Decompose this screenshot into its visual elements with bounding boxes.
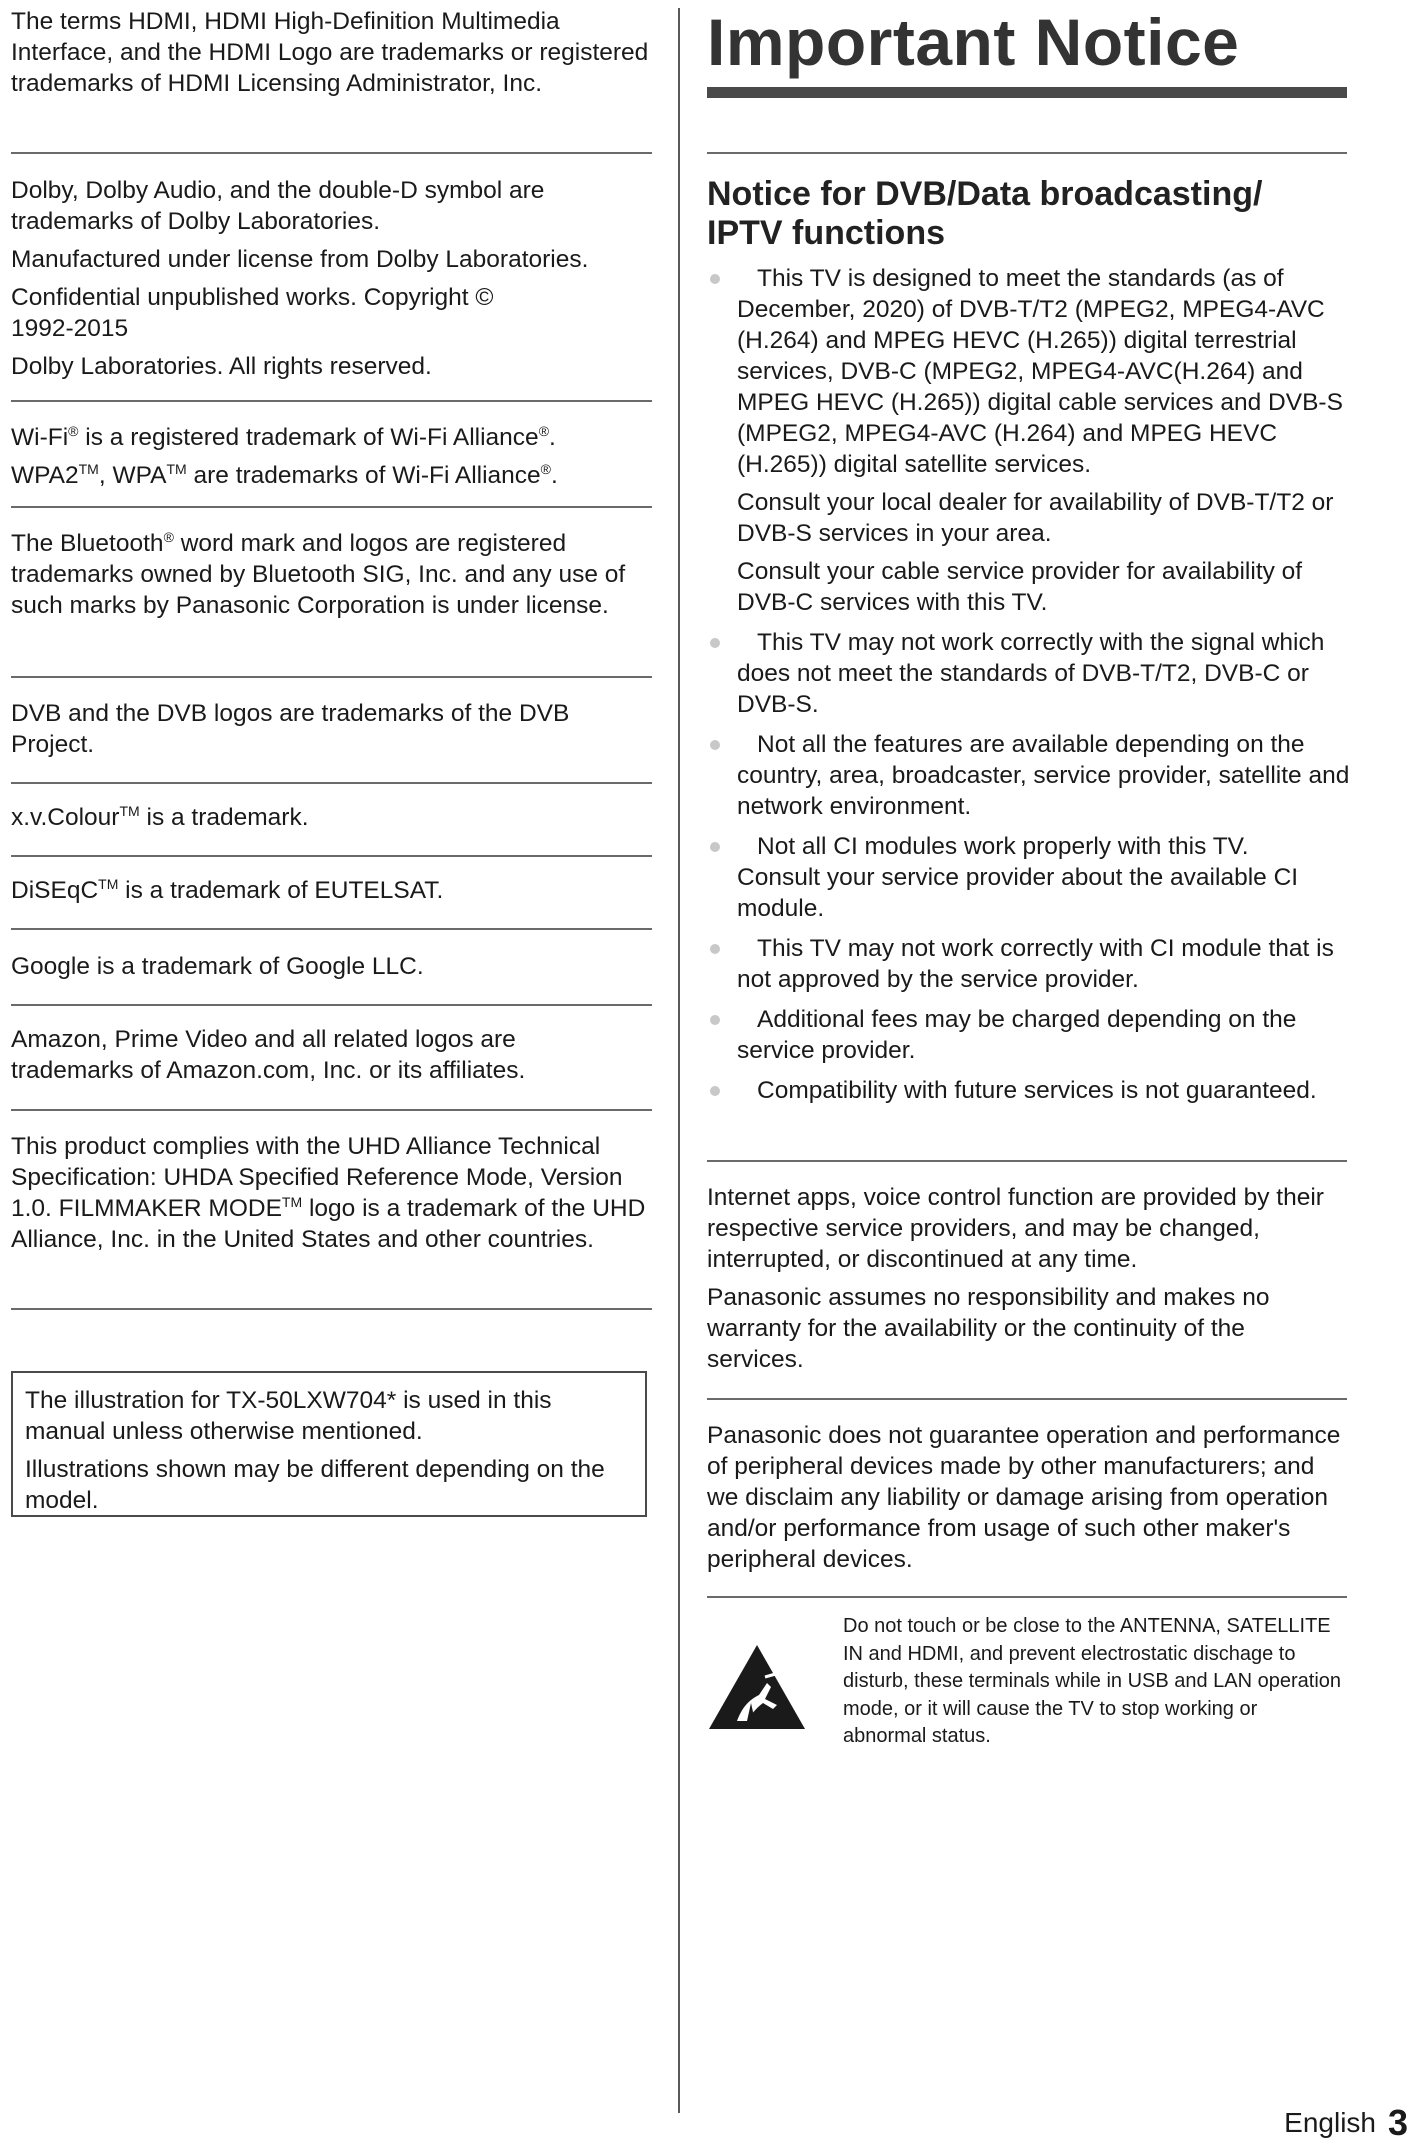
dvb-text: DVB and the DVB logos are trademarks of the DVB Project. [11,700,570,758]
dolby-text: Confidential unpublished works. Copyright © 1992-2015 [11,284,494,342]
dvb-notice [11,698,652,760]
esd-warning-text: Do not touch or be close to the ANTENNA, SATELLITE IN and HDMI, and prevent electrostatic dischage to disturb, these terminals while in USB and LAN operation mode, or it will cause the TV to stop working or abnormal status. [843,1615,1342,1747]
divider [11,1308,652,1310]
hdmi-notice [11,6,652,99]
peripheral-text: Panasonic does not guarantee operation and performance of peripheral devices made by other manufacturers; and we disclaim any liability or damage arising from operation and/or performance from usage of such other maker's peripheral devices. [707,1422,1341,1573]
divider [11,855,652,857]
peripheral-notice [707,1420,1347,1582]
uhd-notice [11,1131,652,1255]
wifi-notice [11,422,652,491]
xvcolour-text: x.v.Colour™ is a trademark. [11,802,309,831]
divider [707,1160,1347,1162]
diseqc-notice [11,875,652,906]
internet-text: Panasonic assumes no responsibility and makes no warranty for the availability or the continuity of the services. [707,1284,1270,1373]
list-item: Not all CI modules work properly with this TV. Consult your service provider about the available CI module. [707,831,1357,924]
internet-text: Internet apps, voice control function are provided by their respective service providers, and may be changed, interrupted, or discontinued at any time. [707,1184,1324,1273]
hdmi-text: The terms HDMI, HDMI High-Definition Multimedia Interface, and the HDMI Logo are trademarks or registered trademarks of HDMI Licensing Administrator, Inc. [11,8,649,97]
esd-warning [707,1613,1347,1753]
divider [707,152,1347,154]
list-item: This TV is designed to meet the standards (as of December, 2020) of DVB-T/T2 (MPEG2, MPEG4-AVC (H.264) and MPEG HEVC (H.265)) digital terrestrial services, DVB-C (MPEG2, MPEG4-AVC(H.264) and MPEG HEVC (H.265)) digital cable services and DVB-S (MPEG2, MPEG4-AVC (H.264) and MPEG HEVC (H.265)) digital satellite services. Consult your local dealer for availability of DVB-T/T2 or DVB-S services in your area. Consult your cable service provider for availability of DVB-C services with this TV. [707,263,1357,618]
divider [11,506,652,508]
uhd-text: This product complies with the UHD Alliance Technical Specification: UHDA Specified Reference Mode, Version 1.0. FILMMAKER MODE™ logo is a trademark of the UHD Alliance, Inc. in the United States and other countries. [11,1133,646,1253]
dolby-text: Manufactured under license from Dolby Laboratories. [11,246,589,273]
dolby-notice [11,175,652,382]
divider [11,400,652,402]
bullet-icon [710,740,720,750]
notice-list [707,263,1357,1106]
dolby-text: Dolby, Dolby Audio, and the double-D symbol are trademarks of Dolby Laboratories. [11,177,545,235]
bullet-icon [710,1015,720,1025]
wifi-line-2: WPA2™, WPA™ are trademarks of Wi-Fi Alliance®. [11,460,558,489]
esd-warning-icon [707,1643,807,1733]
divider [11,676,652,678]
section-heading: Notice for DVB/Data broadcasting/ IPTV functions [707,175,1263,252]
bullet-icon [710,274,720,284]
divider [11,928,652,930]
dolby-text: Dolby Laboratories. All rights reserved. [11,353,432,380]
page-number: 3 [1387,2102,1408,2143]
amazon-text: Amazon, Prime Video and all related logos are trademarks of Amazon.com, Inc. or its affiliates. [11,1026,526,1084]
internet-apps-notice [707,1182,1347,1382]
bullet-icon [710,944,720,954]
google-notice [11,951,652,982]
bluetooth-text: The Bluetooth® word mark and logos are registered trademarks owned by Bluetooth SIG, Inc. and any use of such marks by Panasonic Corporation is under license. [11,528,626,619]
bullet-icon [710,842,720,852]
list-item-note: Consult your cable service provider for availability of DVB-C services with this TV. [737,558,1303,616]
page-footer [1212,2097,1412,2143]
list-item: This TV may not work correctly with CI module that is not approved by the service provider. [707,933,1357,995]
divider [11,782,652,784]
list-item: This TV may not work correctly with the signal which does not meet the standards of DVB-T/T2, DVB-C or DVB-S. [707,627,1357,720]
divider [11,1109,652,1111]
divider [11,1004,652,1006]
divider [707,1398,1347,1400]
diseqc-text: DiSEqC™ is a trademark of EUTELSAT. [11,875,444,904]
page-title: Important Notice [707,5,1240,79]
google-text: Google is a trademark of Google LLC. [11,953,424,980]
list-item: Compatibility with future services is not guaranteed. [707,1075,1357,1106]
divider [707,1596,1347,1598]
list-item: Not all the features are available depending on the country, area, broadcaster, service provider, satellite and network environment. [707,729,1357,822]
title-underline [707,87,1347,98]
footer-language: English [1284,2107,1376,2138]
column-divider [678,8,680,2113]
illustration-note: The illustration for TX-50LXW704* is used in this manual unless otherwise mentioned. [25,1387,552,1445]
dvb-broadcasting-section [707,175,1357,1115]
bluetooth-notice [11,528,652,621]
wifi-line-1: Wi-Fi® is a registered trademark of Wi-Fi Alliance®. [11,422,556,451]
illustration-note-box [11,1371,647,1517]
xvcolour-notice [11,802,652,833]
bullet-icon [710,638,720,648]
bullet-icon [710,1086,720,1096]
divider [11,152,652,154]
list-item: Additional fees may be charged depending on the service provider. [707,1004,1357,1066]
list-item-note: Consult your local dealer for availability of DVB-T/T2 or DVB-S services in your area. [737,489,1334,547]
list-item-note: Consult your service provider about the available CI module. [737,864,1299,922]
illustration-note: Illustrations shown may be different depending on the model. [25,1456,605,1514]
amazon-notice [11,1024,652,1086]
